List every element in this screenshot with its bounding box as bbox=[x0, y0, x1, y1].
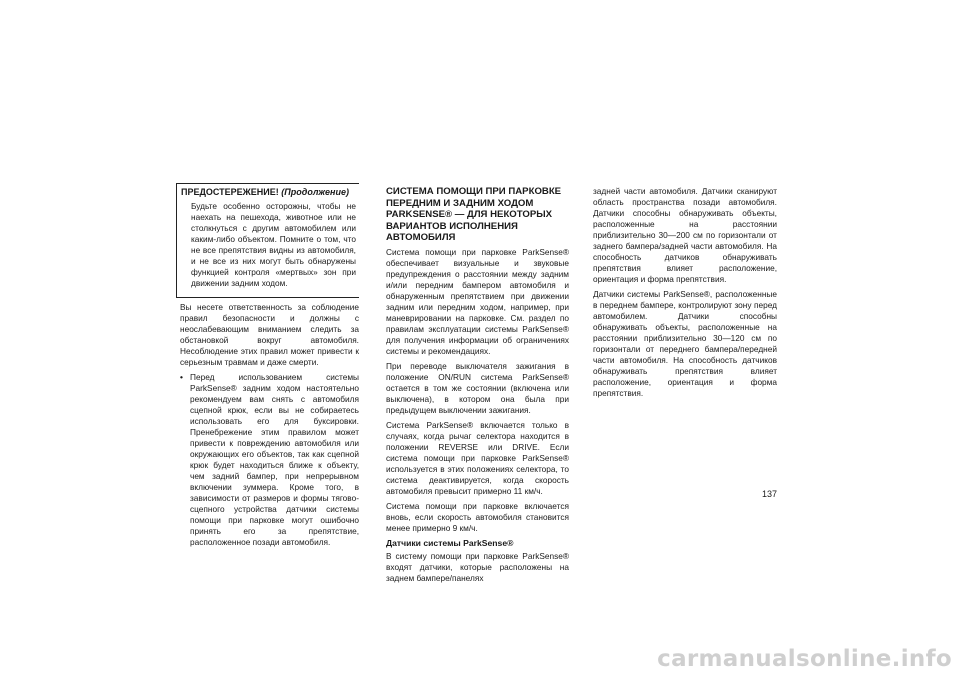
middle-paragraph-3: Система ParkSense® включается только в случаях, когда рычаг селектора находится в положении REVERSE или DRIVE. Если система помощи при парковке ParkSense® используется в этих положениях селектора, то система деактивируется, когда скорость автомобиля превысит примерно 11 км/ч. bbox=[386, 419, 569, 496]
subheading: Датчики системы ParkSense® bbox=[386, 537, 514, 548]
middle-column bbox=[386, 186, 569, 588]
right-paragraph-1: задней части автомобиля. Датчики сканируют область пространства позади автомобиля. Датчики способны обнаруживать объекты, расположенные на расстоянии приблизительно 30—200 см по горизонтали от заднего бампера/задней части автомобиля. На способность датчиков обнаруживать препятствия влияет расположение, ориентация и форма препятствия. bbox=[593, 186, 777, 284]
middle-paragraph-4: Система помощи при парковке включается вновь, если скорость автомобиля становится менее примерно 9 км/ч. bbox=[386, 500, 569, 533]
warning-continued: (Продолжение) bbox=[281, 187, 349, 197]
watermark-logo: carmanualsonline.info bbox=[657, 646, 952, 672]
bullet-text: Перед использованием системы ParkSense® задним ходом настоятельно рекомендуем вам снять с автомобиля сцепной крюк, если вы не собираетесь использовать его для буксировки. Пренебрежение этим правилом может привести к повреждению автомобиля или окружающих его объектов, так как сцепной крюк будет находиться ближе к объекту, чем задний бампер, при непрерывном включении зуммера. Кроме того, в зависимости от размеров и формы тягово-сцепного устройства датчики системы помощи при парковке могут ошибочно принять его за препятствие, расположенное позади автомобиля. bbox=[190, 372, 359, 547]
responsibility-paragraph: Вы несете ответственность за соблюдение правил безопасности и должны с неослабевающим вниманием следить за обстановкой вокруг автомобиля. Несоблюдение этих правил может привести к серьезным травмам и даже смерти. bbox=[180, 302, 359, 367]
warning-title bbox=[181, 187, 356, 198]
warning-title-text: ПРЕДОСТЕРЕЖЕНИЕ! bbox=[181, 187, 279, 197]
right-paragraph-2: Датчики системы ParkSense®, расположенные в переднем бампере, контролируют зону перед автомобилем. Датчики способны обнаруживать объекты, расположенные на расстоянии приблизительно 30—120 см по горизонтали от переднего бампера/передней части автомобиля. На способность датчиков обнаруживать препятствия влияет расположение, ориентация и форма препятствия. bbox=[593, 289, 777, 398]
section-heading: СИСТЕМА ПОМОЩИ ПРИ ПАРКОВКЕ ПЕРЕДНИМ И ЗАДНИМ ХОДОМ PARKSENSE® — ДЛЯ НЕКОТОРЫХ ВАРИАНТОВ ИСПОЛНЕНИЯ АВТОМОБИЛЯ bbox=[386, 186, 562, 243]
bullet-item bbox=[180, 372, 359, 548]
middle-paragraph-5: В систему помощи при парковке ParkSense® входят датчики, которые расположены на заднем бампере/панелях bbox=[386, 550, 569, 583]
middle-paragraph-2: При переводе выключателя зажигания в положение ON/RUN система ParkSense® остается в том же состоянии (включена или выключена), в котором она была при предыдущем выключении зажигания. bbox=[386, 360, 569, 415]
warning-box bbox=[176, 183, 359, 298]
middle-paragraph-1: Система помощи при парковке ParkSense® обеспечивает визуальные и звуковые предупреждения о расстоянии между задним и/или передним бампером автомобиля и обнаруженным препятствием при движении задним или передним ходом, например, при маневрировании на парковке. См. раздел по правилам эксплуатации системы ParkSense® для получения информации об ограничениях системы и рекомендациях. bbox=[386, 246, 569, 356]
warning-body: Будьте особенно осторожны, чтобы не наехать на пешехода, животное или не столкнуться с другим автомобилем или каким-либо объектом. Помните о том, что не все препятствия видны из автомобиля, и не все из них могут быть обнаружены функцией контроля «мертвых» зон при движении задним ходом. bbox=[191, 201, 356, 288]
right-column bbox=[593, 186, 777, 403]
left-column bbox=[180, 183, 359, 552]
page-number: 137 bbox=[762, 489, 778, 499]
bullet-icon: • bbox=[180, 372, 183, 382]
